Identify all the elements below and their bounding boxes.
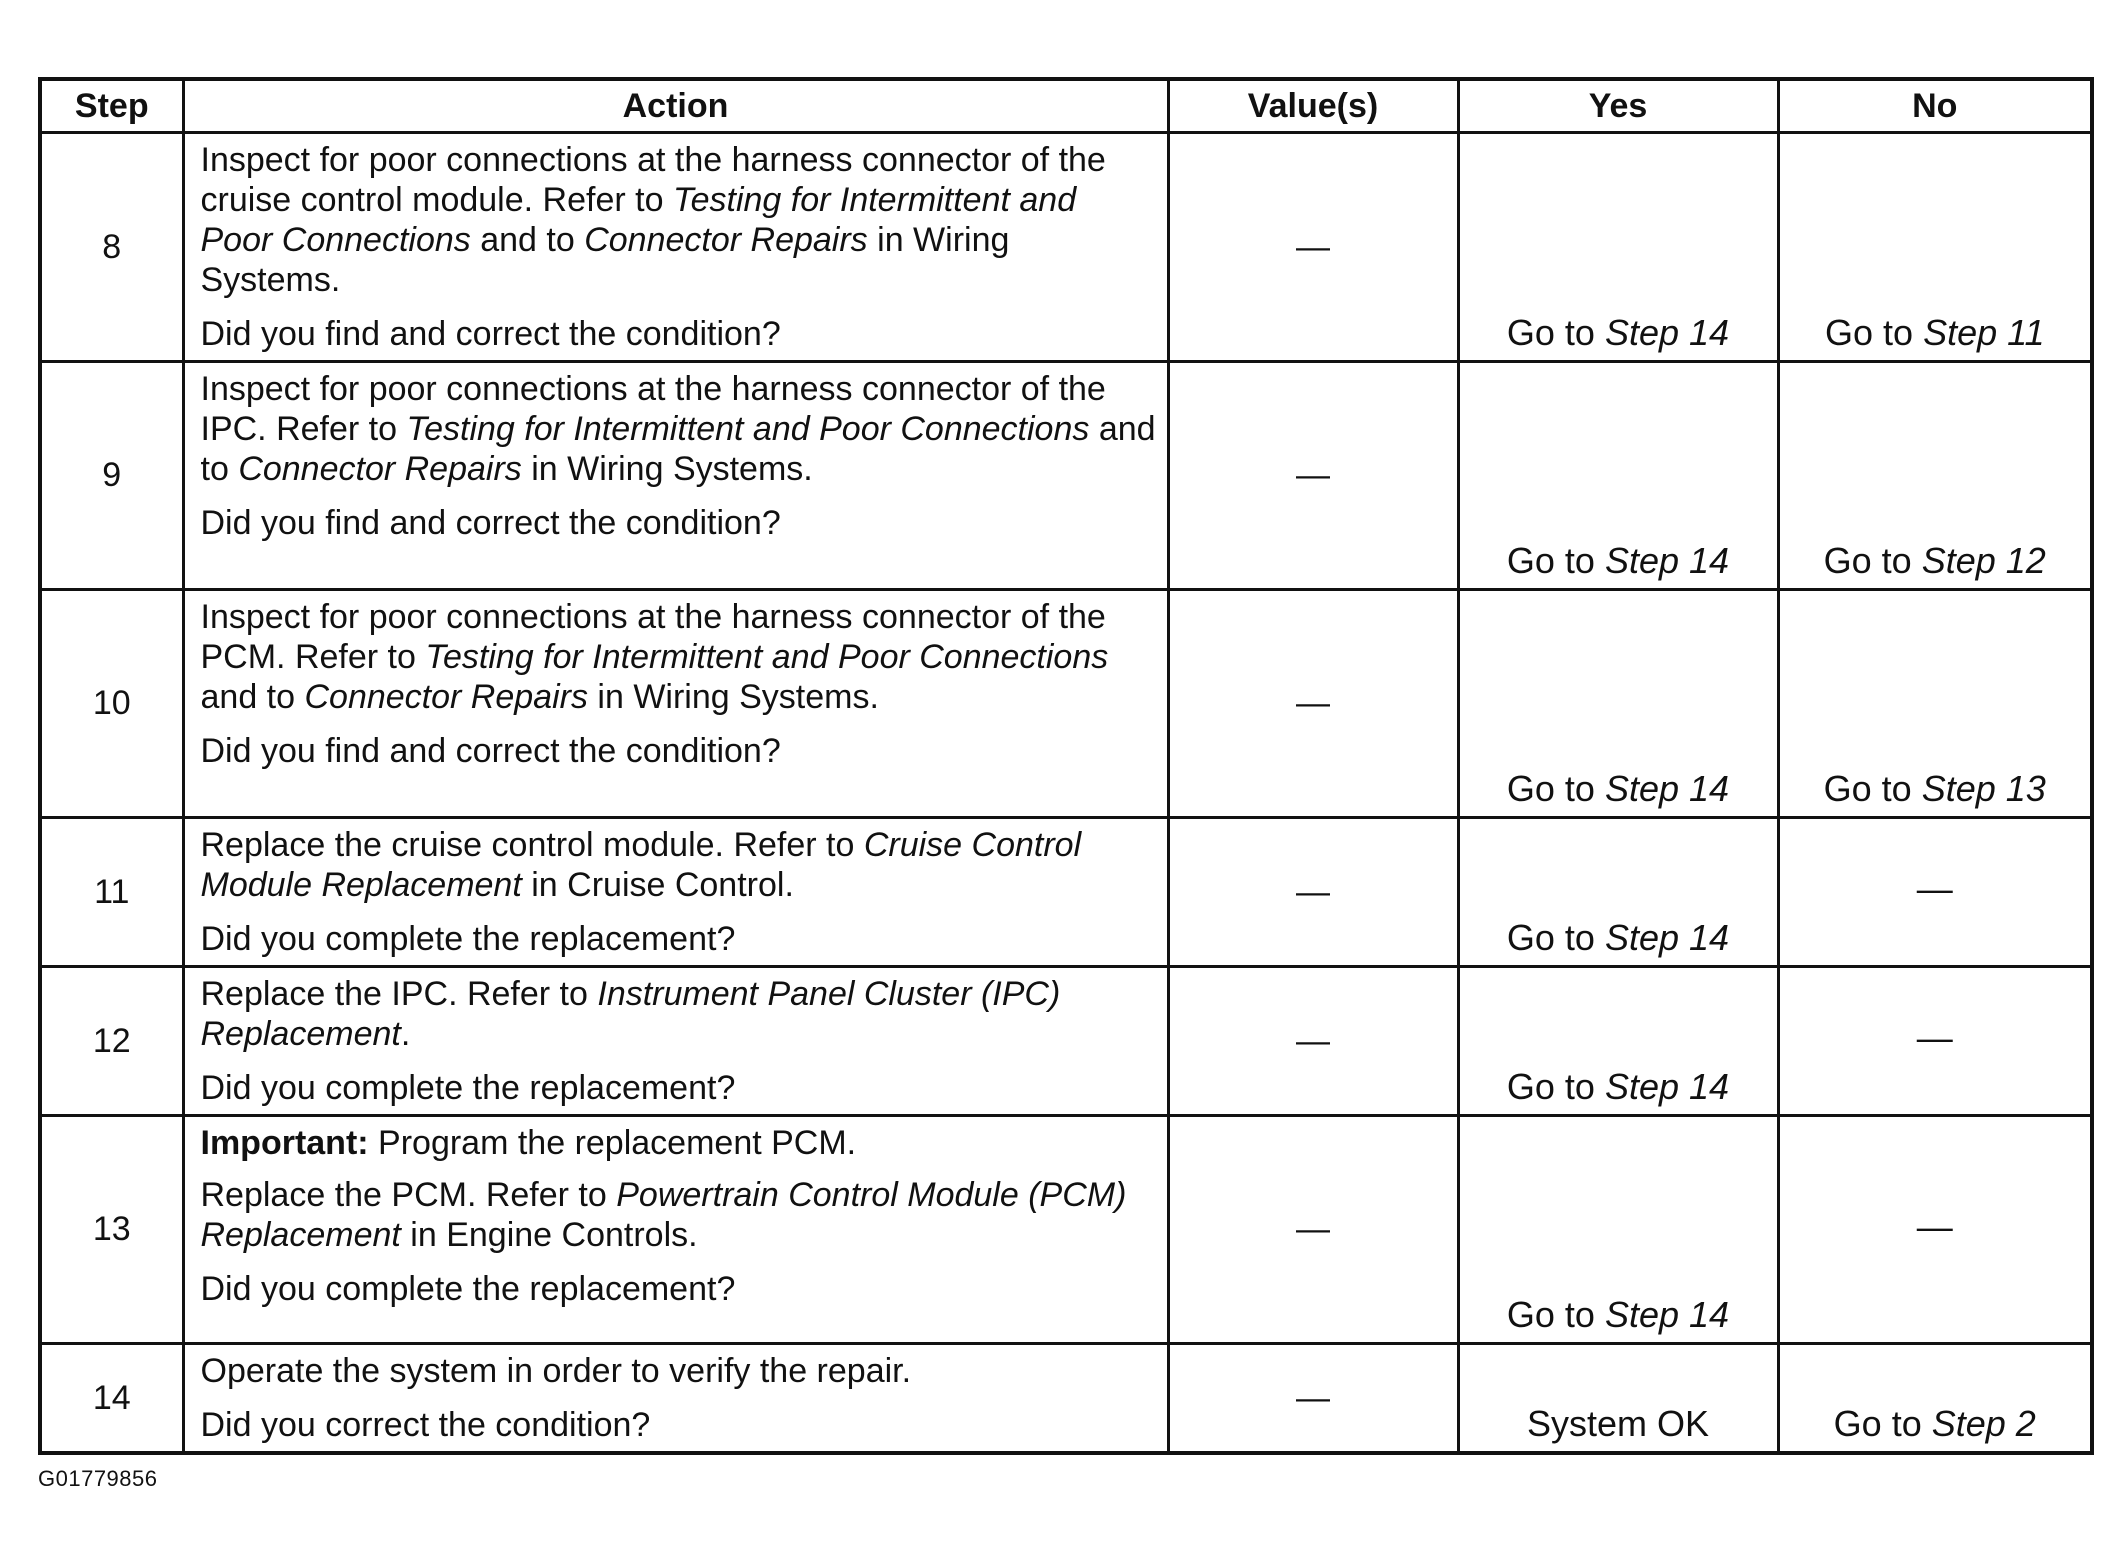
action-question: Did you find and correct the condition?: [200, 504, 781, 542]
important-text: Program the replacement PCM.: [368, 1124, 857, 1162]
no-cell: [1778, 1344, 2092, 1454]
header-step: Step: [40, 79, 183, 133]
reference-link-text: Instrument Panel Cluster (IPC) Replacement: [200, 975, 1061, 1053]
action-cell: [183, 590, 1168, 818]
action-question: Did you correct the condition?: [200, 1406, 651, 1444]
value-cell: —: [1168, 1116, 1458, 1344]
goto-prefix: Go to: [1833, 1403, 1932, 1444]
step-number: 9: [40, 362, 183, 590]
goto-step-target: Step 14: [1604, 312, 1730, 353]
no-cell: [1778, 590, 2092, 818]
goto-step-target: Step 2: [1931, 1403, 2036, 1444]
goto-step-target: Step 14: [1604, 768, 1730, 809]
action-instruction: [201, 825, 1157, 905]
goto-step-target: Step 14: [1604, 540, 1730, 581]
yes-cell: [1458, 362, 1778, 590]
action-cell: [183, 362, 1168, 590]
action-cell: [183, 1116, 1168, 1344]
table-row: [40, 1116, 2092, 1344]
table-row: [40, 1344, 2092, 1454]
figure-id: G01779856: [38, 1466, 158, 1491]
header-row: [40, 79, 2092, 133]
value-cell: —: [1168, 590, 1458, 818]
step-number: 8: [40, 133, 183, 362]
action-cell: [183, 818, 1168, 967]
action-instruction: [201, 974, 1157, 1054]
instruction-text: Operate the system in order to verify the repair.: [200, 1352, 912, 1390]
instruction-text: in Cruise Control.: [521, 866, 794, 904]
action-question: Did you find and correct the condition?: [200, 732, 781, 770]
goto-step-target: Step 14: [1604, 1294, 1730, 1335]
reference-link-text: Testing for Intermittent and Poor Connections: [200, 181, 1077, 259]
goto-step-target: Step 12: [1921, 540, 2046, 581]
step-number: 12: [40, 967, 183, 1116]
instruction-text: in Wiring Systems.: [521, 450, 813, 488]
instruction-text: Inspect for poor connections at the harness connector of the PCM. Refer to: [200, 598, 1106, 676]
yes-cell: [1458, 133, 1778, 362]
step-number: 11: [40, 818, 183, 967]
instruction-text: Replace the cruise control module. Refer to: [200, 826, 864, 864]
action-question: Did you complete the replacement?: [200, 920, 736, 958]
header-yes: Yes: [1458, 79, 1778, 133]
instruction-text: .: [400, 1015, 411, 1053]
no-cell: [1778, 362, 2092, 590]
table-row: [40, 133, 2092, 362]
value-cell: —: [1168, 1344, 1458, 1454]
action-instruction: [201, 369, 1157, 489]
goto-step-target: Step 14: [1604, 1066, 1730, 1107]
table-row: [40, 590, 2092, 818]
diagnostic-table: [38, 77, 2094, 1455]
action-question: Did you complete the replacement?: [200, 1270, 736, 1308]
value-cell: —: [1168, 133, 1458, 362]
important-note: [201, 1123, 1157, 1163]
reference-link-text: Testing for Intermittent and Poor Connections: [406, 410, 1090, 448]
action-cell: [183, 133, 1168, 362]
goto-step-target: Step 14: [1604, 917, 1730, 958]
goto-prefix: Go to: [1506, 540, 1605, 581]
reference-link-text: Cruise Control Module Replacement: [200, 826, 1082, 904]
reference-link-text: Testing for Intermittent and Poor Connections: [425, 638, 1109, 676]
table-row: [40, 362, 2092, 590]
yes-cell: [1458, 590, 1778, 818]
instruction-text: and to: [470, 221, 585, 259]
no-cell: —: [1778, 967, 2092, 1116]
instruction-text: and to: [200, 678, 305, 716]
instruction-text: and to: [200, 410, 1156, 488]
value-cell: —: [1168, 818, 1458, 967]
action-instruction: [201, 140, 1157, 300]
reference-link-text: Connector Repairs: [238, 450, 522, 488]
goto-step-target: Step 13: [1921, 768, 2046, 809]
instruction-text: Replace the IPC. Refer to: [200, 975, 598, 1013]
step-number: 10: [40, 590, 183, 818]
goto-prefix: Go to: [1506, 768, 1605, 809]
no-cell: —: [1778, 1116, 2092, 1344]
value-cell: —: [1168, 362, 1458, 590]
action-instruction: [201, 1175, 1157, 1255]
instruction-text: Replace the PCM. Refer to: [200, 1176, 617, 1214]
step-number: 14: [40, 1344, 183, 1454]
goto-prefix: Go to: [1506, 1066, 1605, 1107]
no-cell: [1778, 133, 2092, 362]
action-cell: [183, 967, 1168, 1116]
table-row: [40, 818, 2092, 967]
header-action: Action: [183, 79, 1168, 133]
action-question: Did you complete the replacement?: [200, 1069, 736, 1107]
step-number: 13: [40, 1116, 183, 1344]
yes-cell: [1458, 818, 1778, 967]
action-question: Did you find and correct the condition?: [200, 315, 781, 353]
reference-link-text: Connector Repairs: [584, 221, 868, 259]
no-cell: —: [1778, 818, 2092, 967]
instruction-text: Inspect for poor connections at the harness connector of the cruise control module. Refer to: [200, 141, 1106, 219]
header-no: No: [1778, 79, 2092, 133]
reference-link-text: Powertrain Control Module (PCM) Replacement: [200, 1176, 1127, 1254]
yes-cell: [1458, 967, 1778, 1116]
action-instruction: [201, 1351, 1157, 1391]
instruction-text: in Engine Controls.: [400, 1216, 698, 1254]
instruction-text: Inspect for poor connections at the harness connector of the IPC. Refer to: [200, 370, 1106, 448]
table-body: [40, 133, 2092, 1454]
instruction-text: in Wiring Systems.: [587, 678, 879, 716]
action-cell: [183, 1344, 1168, 1454]
reference-link-text: Connector Repairs: [304, 678, 588, 716]
table-row: [40, 967, 2092, 1116]
yes-cell: [1458, 1116, 1778, 1344]
action-instruction: [201, 597, 1157, 717]
value-cell: —: [1168, 967, 1458, 1116]
important-label: Important:: [200, 1124, 369, 1162]
goto-prefix: Go to: [1825, 312, 1924, 353]
goto-prefix: Go to: [1506, 312, 1605, 353]
goto-prefix: Go to: [1506, 1294, 1605, 1335]
goto-prefix: Go to: [1823, 768, 1922, 809]
instruction-text: in Wiring Systems.: [200, 221, 1010, 299]
yes-cell: System OK: [1458, 1344, 1778, 1454]
goto-step-target: Step 11: [1923, 312, 2045, 353]
goto-prefix: Go to: [1823, 540, 1922, 581]
goto-prefix: Go to: [1506, 917, 1605, 958]
header-values: Value(s): [1168, 79, 1458, 133]
